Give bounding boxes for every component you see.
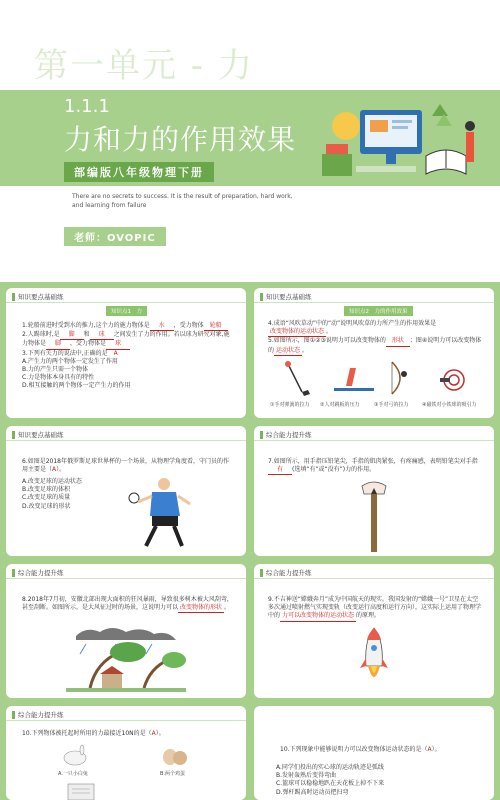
slide-8 [254, 706, 494, 800]
cover-subtitle: 部编版八年级物理下册 [64, 162, 214, 182]
question-10: 10.下列物体被托起时所用的力最接近10N的是（A）。 [22, 730, 165, 737]
caption-rabbit: A.一只小白兔 [58, 771, 88, 777]
question-6: 6.如图是2018年俄罗斯足球世界杯的一个场景，从物理学角度看，守门员的作用主要是（A）。 [22, 458, 229, 474]
slide-tag: 综合能力提升练 [260, 430, 312, 439]
slide-tag: 知识要点基础练 [12, 430, 64, 439]
newspaper-icon [66, 782, 96, 800]
force-examples-icon [268, 358, 482, 398]
slide-7 [6, 706, 246, 800]
question-6-options: A.改变足球的运动状态 B.改变足球的体积 C.改变足球的质量 D.改变足球的形状 [22, 478, 82, 510]
question-8: 8.2018年7月初，安徽北部出现大面积的狂风暴雨，导致很多树木被大风刮弯，甚至刮断。如图所示，是大风征过时的场景，这说明力可以 改变物体的形状 。 [22, 596, 234, 613]
cover-slide [0, 0, 500, 282]
goalkeeper-icon [126, 476, 196, 550]
slide-tag: 综合能力提升练 [12, 568, 64, 577]
question-10b-options: A.同学们投出的实心球的运动轨迹是弧线 B.发射轰熟后变得弯曲 C.篮球可以稳稳地趴在天花板上掉不下来 D.弹杆踢高时运动员把扫弯 [276, 764, 385, 796]
cover-title: 力和力的作用效果 [64, 123, 297, 156]
question-9: 9.不吉神送“嫦娥奔月”成为中国航天的现实。我国发射的“嫦娥一号”卫星在太空多次通过喷射燃气实现变轨（改变运行高度和运行方向），这实际上运用了物理学中的 力可以改变物体的运动状态 的原理。 [268, 596, 482, 622]
rabbit-icon [60, 744, 90, 766]
slide-tag: 综合能力提升练 [260, 568, 312, 577]
cover-quote: There are no secrets to success. It is the result of preparation, hard work, and learning from failure [72, 193, 293, 209]
cover-number: 1.1.1 [64, 96, 110, 117]
slide-1 [6, 288, 246, 418]
caption-4: ④磁铁对小铁球的吸引力 [422, 402, 477, 408]
caption-3: ③手对弓的拉力 [374, 402, 409, 408]
storm-trees-icon [66, 622, 186, 692]
knowledge-point-label: 知识点2 力的作用效果 [344, 306, 413, 316]
slide-tag: 知识要点基础练 [12, 292, 64, 301]
slide-2 [254, 288, 494, 418]
question-1: 1.轮船前进时受到水的推力,这个力的施力物体是 水 ，受力物体 轮船 2.人踢球时,是 脚 和 球 之间发生了力的作用。若以球为研究对象,施力物体是 脚 ，受力物体是 球 3.下列有关力的说法中,正确的是 A A.产生力的两个物体一定发生了作用 B.力的产生只需一个物体 C.力是物体本身具有的特性 D.相互接触的两个物体一定产生力的作用 [22, 322, 230, 390]
slide-tag: 知识要点基础练 [260, 292, 312, 301]
pencil-finger-icon [354, 476, 394, 554]
knowledge-point-label: 知识点1 力 [106, 306, 147, 316]
eggs-icon [160, 746, 190, 766]
rocket-icon [354, 626, 394, 696]
slide-3 [6, 426, 246, 556]
slide-4 [254, 426, 494, 556]
caption-eggs: B.两个鸡蛋 [160, 771, 186, 777]
caption-2: ②人对跳板的压力 [320, 402, 360, 408]
cover-teacher: 老师：OVOPIC [64, 227, 166, 246]
slide-5 [6, 564, 246, 698]
slide-6 [254, 564, 494, 698]
question-4-5: 4.成语“风吹草动”中的“动”说明风吹草的力所产生的作用效果是改变物体的运动状态 。 5.如图所示，图①②③说明力可以改变物体的 形状 ；图④说明力可以改变物体的 运动状态 。 [268, 320, 482, 356]
question-7: 7.如图所示，用手指压铅笔尖，手指的肌肉紧张，有疼痛感，表明铅笔尖对手指有 (选填“有”或“没有”)力的作用。 [268, 458, 482, 475]
slide-tag: 综合能力提升练 [12, 710, 64, 719]
question-10b: 10.下列现象中能够说明力可以改变物体运动状态的是（A）。 [280, 746, 441, 753]
cover-watermark: 第一单元 - 力 [34, 46, 254, 86]
education-illustration-icon [316, 96, 488, 182]
caption-1: ①手对弹簧的拉力 [270, 402, 310, 408]
